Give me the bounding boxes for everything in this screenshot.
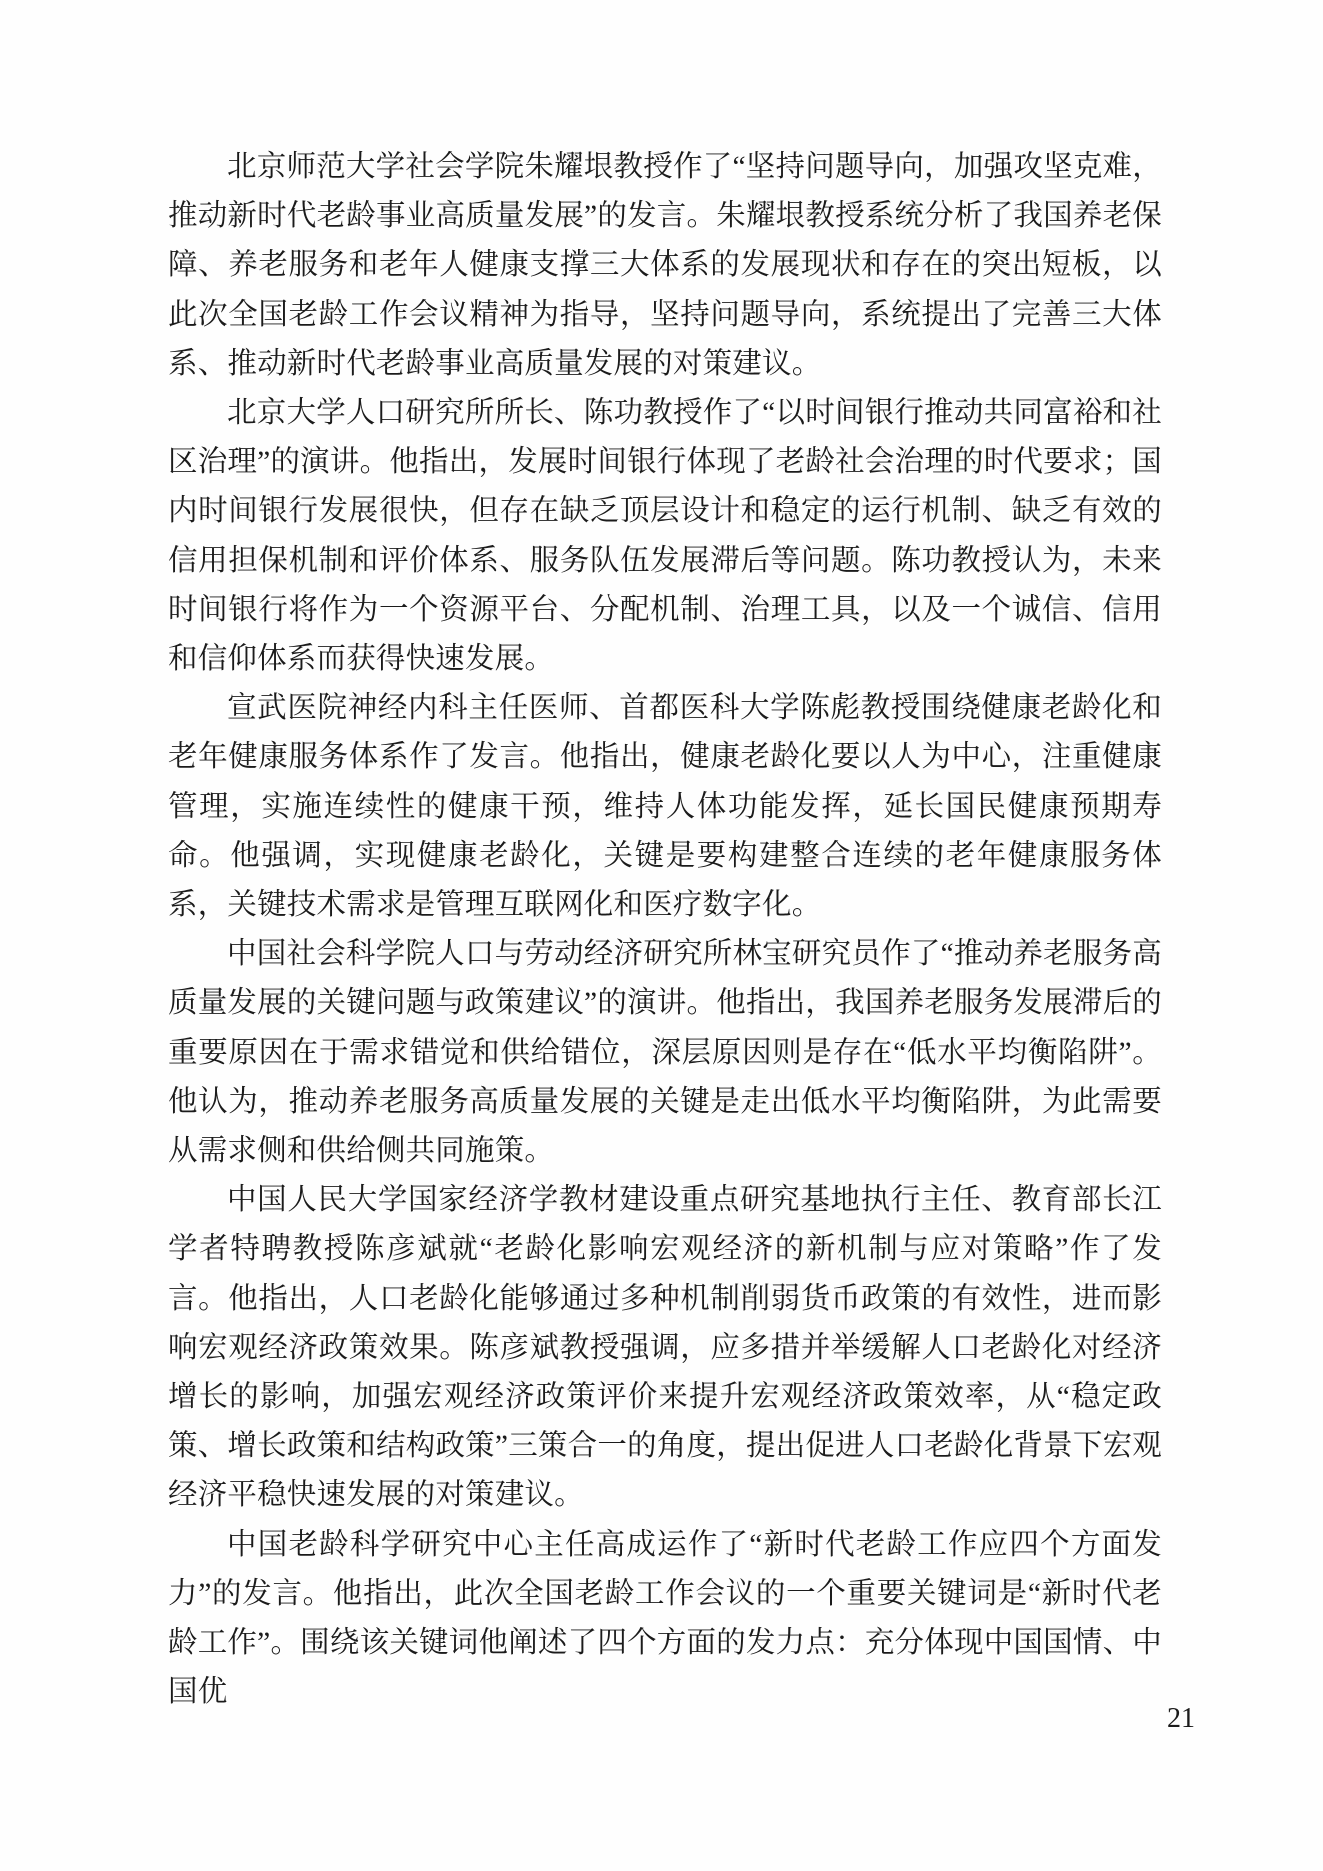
body-paragraph-2: 北京大学人口研究所所长、陈功教授作了“以时间银行推动共同富裕和社区治理”的演讲。他指出，发展时间银行体现了老龄社会治理的时代要求；国内时间银行发展很快，但存在缺乏顶层设计和稳定的运行机制、缺乏有效的信用担保机制和评价体系、服务队伍发展滞后等问题。陈功教授认为，未来时间银行将作为一个资源平台、分配机制、治理工具，以及一个诚信、信用和信仰体系而获得快速发展。 [168, 397, 1162, 676]
body-paragraph-6: 中国老龄科学研究中心主任高成运作了“新时代老龄工作应四个方面发力”的发言。他指出，此次全国老龄工作会议的一个重要关键词是“新时代老龄工作”。围绕该关键词他阐述了四个方面的发力点：充分体现中国国情、中国优 [168, 1528, 1162, 1709]
page-body-text [168, 143, 1162, 1718]
page-number: 21 [1167, 1703, 1195, 1734]
body-paragraph-1: 北京师范大学社会学院朱耀垠教授作了“坚持问题导向，加强攻坚克难，推动新时代老龄事业高质量发展”的发言。朱耀垠教授系统分析了我国养老保障、养老服务和老年人健康支撑三大体系的发展现状和存在的突出短板，以此次全国老龄工作会议精神为指导，坚持问题导向，系统提出了完善三大体系、推动新时代老龄事业高质量发展的对策建议。 [168, 151, 1162, 380]
body-paragraph-4: 中国社会科学院人口与劳动经济研究所林宝研究员作了“推动养老服务高质量发展的关键问题与政策建议”的演讲。他指出，我国养老服务发展滞后的重要原因在于需求错觉和供给错位，深层原因则是存在“低水平均衡陷阱”。他认为，推动养老服务高质量发展的关键是走出低水平均衡陷阱，为此需要从需求侧和供给侧共同施策。 [168, 938, 1162, 1168]
body-paragraph-5: 中国人民大学国家经济学教材建设重点研究基地执行主任、教育部长江学者特聘教授陈彦斌就“老龄化影响宏观经济的新机制与应对策略”作了发言。他指出，人口老龄化能够通过多种机制削弱货币政策的有效性，进而影响宏观经济政策效果。陈彦斌教授强调，应多措并举缓解人口老龄化对经济增长的影响，加强宏观经济政策评价来提升宏观经济政策效率，从“稳定政策、增长政策和结构政策”三策合一的角度，提出促进人口老龄化背景下宏观经济平稳快速发展的对策建议。 [168, 1184, 1162, 1512]
body-paragraph-3: 宣武医院神经内科主任医师、首都医科大学陈彪教授围绕健康老龄化和老年健康服务体系作了发言。他指出，健康老龄化要以人为中心，注重健康管理，实施连续性的健康干预，维持人体功能发挥，延长国民健康预期寿命。他强调，实现健康老龄化，关键是要构建整合连续的老年健康服务体系，关键技术需求是管理互联网化和医疗数字化。 [168, 692, 1162, 922]
